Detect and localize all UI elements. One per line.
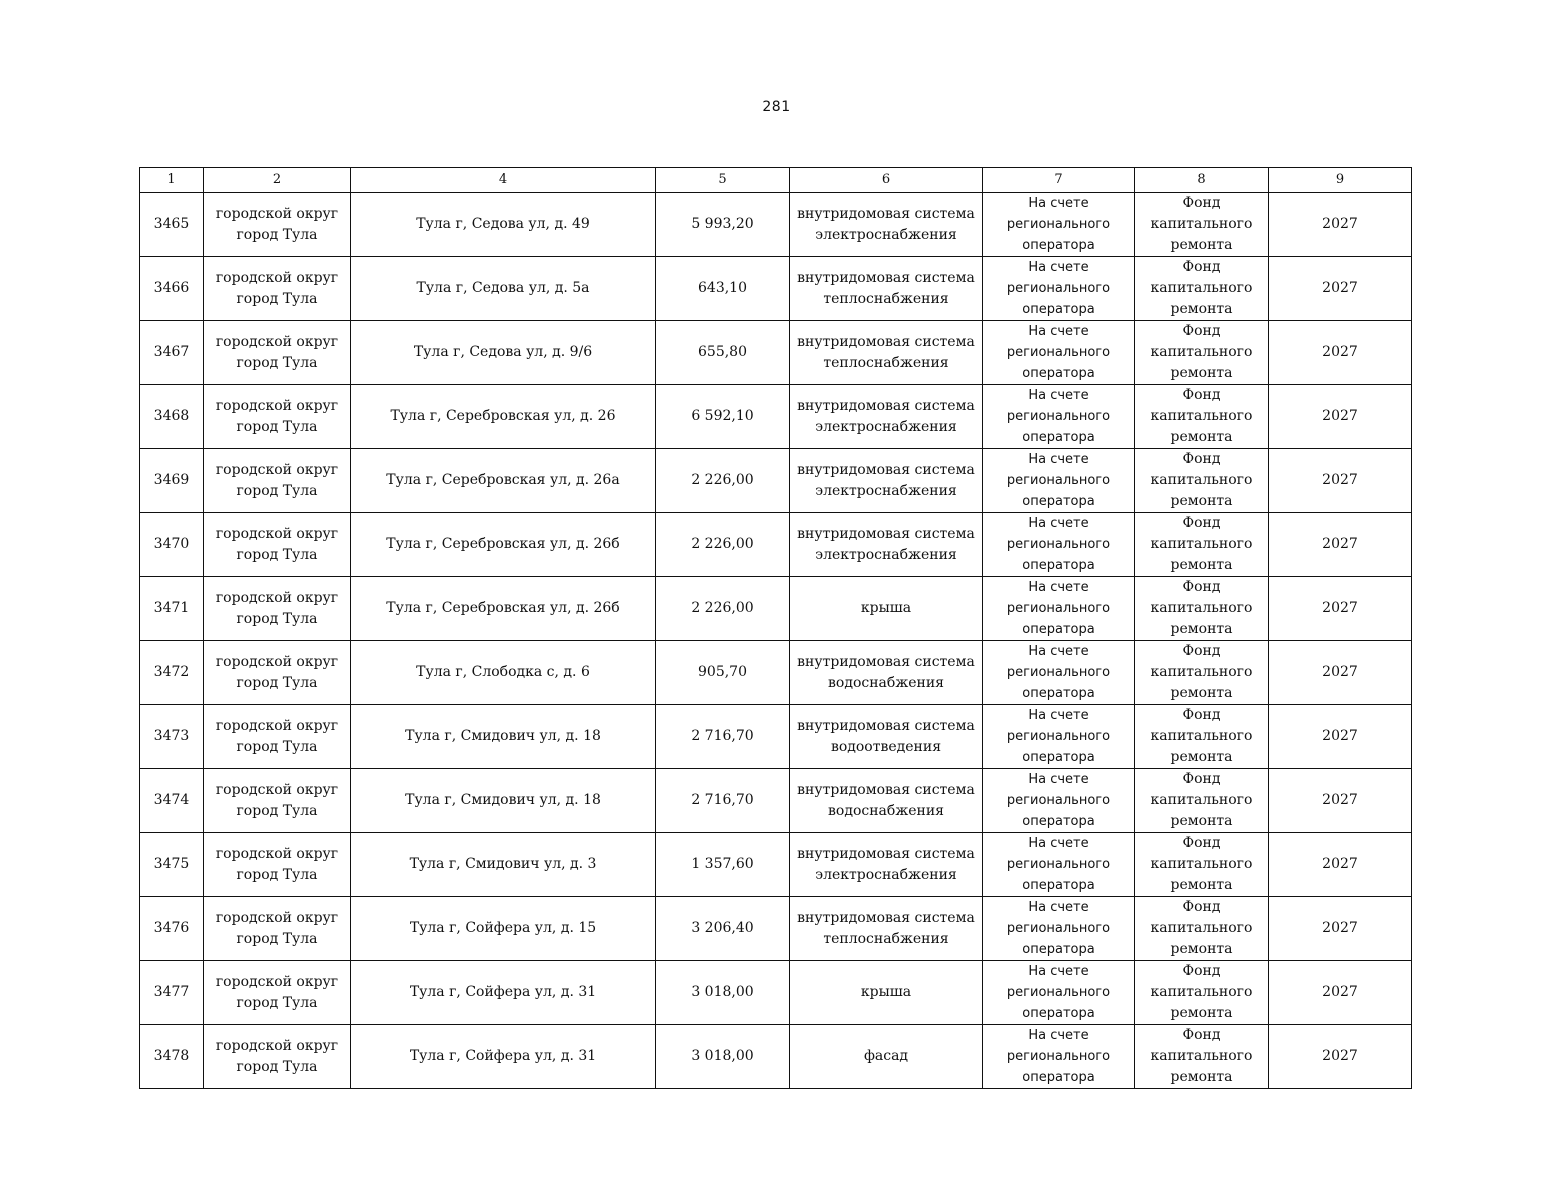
cell-line: внутридомовая система — [797, 269, 975, 286]
header-cell: 9 — [1269, 168, 1412, 193]
cell-line: регионального — [1006, 345, 1111, 360]
account-method-cell — [983, 577, 1135, 641]
cell-line: городской округ — [215, 205, 339, 222]
cell-line: водоотведения — [830, 738, 942, 755]
municipality-cell — [204, 641, 351, 705]
cell-line: городской округ — [215, 909, 339, 926]
cell-line: На счете — [1028, 708, 1089, 723]
cell-line: внутридомовая система — [797, 845, 975, 862]
fund-source-cell — [1135, 513, 1269, 577]
cell-line: регионального — [1006, 473, 1111, 488]
cell-line: городской округ — [215, 653, 339, 670]
year-cell: 2027 — [1269, 193, 1412, 257]
account-method-cell — [983, 897, 1135, 961]
cell-line: На счете — [1028, 516, 1089, 531]
cell-line: городской округ — [215, 333, 339, 350]
cell-line: капитального — [1150, 792, 1253, 808]
work-type-cell — [790, 897, 983, 961]
cell-line: регионального — [1006, 985, 1111, 1000]
year-cell: 2027 — [1269, 577, 1412, 641]
area-cell: 2 716,70 — [656, 769, 790, 833]
area-cell: 643,10 — [656, 257, 790, 321]
cell-line: На счете — [1028, 388, 1089, 403]
cell-line: городской округ — [215, 1037, 339, 1054]
cell-line: регионального — [1006, 409, 1111, 424]
address-cell: Тула г, Смидович ул, д. 18 — [351, 705, 656, 769]
address-cell: Тула г, Слободка с, д. 6 — [351, 641, 656, 705]
municipality-cell — [204, 833, 351, 897]
municipality-cell — [204, 257, 351, 321]
cell-line: городской округ — [215, 781, 339, 798]
cell-line: оператора — [1022, 558, 1095, 573]
cell-line: Фонд — [1182, 515, 1221, 531]
row-number-cell: 3465 — [140, 193, 204, 257]
account-method-cell — [983, 257, 1135, 321]
cell-line: город Тула — [236, 226, 318, 243]
cell-line: оператора — [1022, 942, 1095, 957]
table-row — [140, 513, 1412, 577]
cell-line: ремонта — [1170, 1069, 1233, 1085]
cell-line: крыша — [860, 984, 912, 1000]
cell-line: капитального — [1150, 728, 1253, 744]
cell-line: ремонта — [1170, 877, 1233, 893]
row-number-cell: 3478 — [140, 1025, 204, 1089]
fund-source-cell — [1135, 1025, 1269, 1089]
table-row — [140, 193, 1412, 257]
year-cell: 2027 — [1269, 1025, 1412, 1089]
cell-line: город Тула — [236, 802, 318, 819]
address-cell: Тула г, Смидович ул, д. 18 — [351, 769, 656, 833]
cell-line: электроснабжения — [815, 546, 957, 563]
cell-line: капитального — [1150, 536, 1253, 552]
header-row — [140, 168, 1412, 193]
table-row — [140, 705, 1412, 769]
cell-line: оператора — [1022, 750, 1095, 765]
cell-line: город Тула — [236, 930, 318, 947]
year-cell: 2027 — [1269, 833, 1412, 897]
fund-source-cell — [1135, 641, 1269, 705]
cell-line: оператора — [1022, 1006, 1095, 1021]
cell-line: регионального — [1006, 537, 1111, 552]
cell-line: оператора — [1022, 302, 1095, 317]
area-cell: 655,80 — [656, 321, 790, 385]
fund-source-cell — [1135, 321, 1269, 385]
area-cell: 3 018,00 — [656, 961, 790, 1025]
municipality-cell — [204, 1025, 351, 1089]
capital-repair-table — [139, 167, 1412, 1089]
fund-source-cell — [1135, 449, 1269, 513]
row-number-cell: 3469 — [140, 449, 204, 513]
cell-line: электроснабжения — [815, 482, 957, 499]
cell-line: внутридомовая система — [797, 781, 975, 798]
page-number: 281 — [762, 99, 791, 115]
cell-line: внутридомовая система — [797, 333, 975, 350]
address-cell: Тула г, Сойфера ул, д. 31 — [351, 1025, 656, 1089]
table-row — [140, 1025, 1412, 1089]
table-body — [140, 168, 1412, 1089]
work-type-cell — [790, 641, 983, 705]
table-row — [140, 321, 1412, 385]
cell-line: оператора — [1022, 686, 1095, 701]
header-cell: 1 — [140, 168, 204, 193]
cell-line: внутридомовая система — [797, 909, 975, 926]
area-cell: 905,70 — [656, 641, 790, 705]
work-type-cell — [790, 385, 983, 449]
table-row — [140, 961, 1412, 1025]
cell-line: ремонта — [1170, 685, 1233, 701]
cell-line: регионального — [1006, 601, 1111, 616]
cell-line: На счете — [1028, 260, 1089, 275]
cell-line: регионального — [1006, 793, 1111, 808]
municipality-cell — [204, 705, 351, 769]
cell-line: регионального — [1006, 665, 1111, 680]
cell-line: теплоснабжения — [823, 290, 949, 307]
cell-line: капитального — [1150, 408, 1253, 424]
cell-line: регионального — [1006, 281, 1111, 296]
year-cell: 2027 — [1269, 513, 1412, 577]
cell-line: На счете — [1028, 772, 1089, 787]
year-cell: 2027 — [1269, 769, 1412, 833]
account-method-cell — [983, 961, 1135, 1025]
cell-line: городской округ — [215, 589, 339, 606]
work-type-cell — [790, 321, 983, 385]
municipality-cell — [204, 193, 351, 257]
address-cell: Тула г, Серебровская ул, д. 26б — [351, 513, 656, 577]
work-type-cell — [790, 769, 983, 833]
row-number-cell: 3470 — [140, 513, 204, 577]
cell-line: городской округ — [215, 461, 339, 478]
cell-line: На счете — [1028, 836, 1089, 851]
cell-line: На счете — [1028, 196, 1089, 211]
work-type-cell — [790, 1025, 983, 1089]
account-method-cell — [983, 193, 1135, 257]
cell-line: капитального — [1150, 344, 1253, 360]
area-cell: 6 592,10 — [656, 385, 790, 449]
cell-line: регионального — [1006, 857, 1111, 872]
year-cell: 2027 — [1269, 641, 1412, 705]
year-cell: 2027 — [1269, 257, 1412, 321]
cell-line: городской округ — [215, 269, 339, 286]
header-cell: 6 — [790, 168, 983, 193]
cell-line: ремонта — [1170, 237, 1233, 253]
table-row — [140, 641, 1412, 705]
area-cell: 2 716,70 — [656, 705, 790, 769]
cell-line: ремонта — [1170, 301, 1233, 317]
cell-line: Фонд — [1182, 1027, 1221, 1043]
municipality-cell — [204, 769, 351, 833]
cell-line: Фонд — [1182, 579, 1221, 595]
cell-line: водоснабжения — [828, 674, 944, 691]
row-number-cell: 3466 — [140, 257, 204, 321]
header-cell: 5 — [656, 168, 790, 193]
account-method-cell — [983, 385, 1135, 449]
municipality-cell — [204, 513, 351, 577]
cell-line: ремонта — [1170, 493, 1233, 509]
cell-line: регионального — [1006, 217, 1111, 232]
cell-line: ремонта — [1170, 941, 1233, 957]
cell-line: водоснабжения — [828, 802, 944, 819]
cell-line: фасад — [863, 1048, 909, 1064]
address-cell: Тула г, Серебровская ул, д. 26 — [351, 385, 656, 449]
municipality-cell — [204, 321, 351, 385]
work-type-cell — [790, 577, 983, 641]
row-number-cell: 3468 — [140, 385, 204, 449]
cell-line: электроснабжения — [815, 418, 957, 435]
cell-line: регионального — [1006, 1049, 1111, 1064]
row-number-cell: 3477 — [140, 961, 204, 1025]
work-type-cell — [790, 449, 983, 513]
fund-source-cell — [1135, 897, 1269, 961]
table-row — [140, 897, 1412, 961]
cell-line: На счете — [1028, 1028, 1089, 1043]
cell-line: внутридомовая система — [797, 461, 975, 478]
header-cell: 8 — [1135, 168, 1269, 193]
work-type-cell — [790, 513, 983, 577]
address-cell: Тула г, Серебровская ул, д. 26а — [351, 449, 656, 513]
cell-line: ремонта — [1170, 749, 1233, 765]
row-number-cell: 3473 — [140, 705, 204, 769]
table-row — [140, 577, 1412, 641]
work-type-cell — [790, 705, 983, 769]
cell-line: городской округ — [215, 717, 339, 734]
cell-line: ремонта — [1170, 429, 1233, 445]
area-cell: 2 226,00 — [656, 513, 790, 577]
area-cell: 5 993,20 — [656, 193, 790, 257]
cell-line: ремонта — [1170, 621, 1233, 637]
address-cell: Тула г, Сойфера ул, д. 15 — [351, 897, 656, 961]
address-cell: Тула г, Седова ул, д. 5а — [351, 257, 656, 321]
municipality-cell — [204, 577, 351, 641]
header-cell: 7 — [983, 168, 1135, 193]
municipality-cell — [204, 897, 351, 961]
fund-source-cell — [1135, 193, 1269, 257]
cell-line: На счете — [1028, 644, 1089, 659]
account-method-cell — [983, 321, 1135, 385]
cell-line: Фонд — [1182, 259, 1221, 275]
cell-line: внутридомовая система — [797, 525, 975, 542]
cell-line: электроснабжения — [815, 866, 957, 883]
cell-line: капитального — [1150, 280, 1253, 296]
area-cell: 2 226,00 — [656, 577, 790, 641]
table-row — [140, 449, 1412, 513]
work-type-cell — [790, 833, 983, 897]
cell-line: город Тула — [236, 290, 318, 307]
cell-line: капитального — [1150, 664, 1253, 680]
year-cell: 2027 — [1269, 449, 1412, 513]
cell-line: На счете — [1028, 964, 1089, 979]
cell-line: Фонд — [1182, 963, 1221, 979]
fund-source-cell — [1135, 577, 1269, 641]
address-cell: Тула г, Седова ул, д. 9/6 — [351, 321, 656, 385]
cell-line: теплоснабжения — [823, 930, 949, 947]
cell-line: электроснабжения — [815, 226, 957, 243]
cell-line: город Тула — [236, 866, 318, 883]
cell-line: На счете — [1028, 324, 1089, 339]
cell-line: город Тула — [236, 546, 318, 563]
cell-line: городской округ — [215, 845, 339, 862]
cell-line: Фонд — [1182, 643, 1221, 659]
account-method-cell — [983, 705, 1135, 769]
year-cell: 2027 — [1269, 321, 1412, 385]
cell-line: капитального — [1150, 600, 1253, 616]
cell-line: ремонта — [1170, 1005, 1233, 1021]
cell-line: капитального — [1150, 984, 1253, 1000]
cell-line: город Тула — [236, 1058, 318, 1075]
cell-line: теплоснабжения — [823, 354, 949, 371]
address-cell: Тула г, Серебровская ул, д. 26б — [351, 577, 656, 641]
table-row — [140, 769, 1412, 833]
cell-line: капитального — [1150, 856, 1253, 872]
cell-line: оператора — [1022, 878, 1095, 893]
year-cell: 2027 — [1269, 961, 1412, 1025]
year-cell: 2027 — [1269, 705, 1412, 769]
address-cell: Тула г, Сойфера ул, д. 31 — [351, 961, 656, 1025]
municipality-cell — [204, 961, 351, 1025]
cell-line: городской округ — [215, 973, 339, 990]
cell-line: город Тула — [236, 482, 318, 499]
table-row — [140, 257, 1412, 321]
header-cell: 2 — [204, 168, 351, 193]
cell-line: капитального — [1150, 472, 1253, 488]
cell-line: оператора — [1022, 494, 1095, 509]
cell-line: внутридомовая система — [797, 653, 975, 670]
address-cell: Тула г, Седова ул, д. 49 — [351, 193, 656, 257]
cell-line: Фонд — [1182, 195, 1221, 211]
cell-line: регионального — [1006, 921, 1111, 936]
cell-line: Фонд — [1182, 323, 1221, 339]
cell-line: ремонта — [1170, 365, 1233, 381]
account-method-cell — [983, 513, 1135, 577]
cell-line: ремонта — [1170, 557, 1233, 573]
cell-line: город Тула — [236, 674, 318, 691]
row-number-cell: 3471 — [140, 577, 204, 641]
fund-source-cell — [1135, 385, 1269, 449]
row-number-cell: 3476 — [140, 897, 204, 961]
cell-line: внутридомовая система — [797, 397, 975, 414]
header-cell: 4 — [351, 168, 656, 193]
cell-line: внутридомовая система — [797, 205, 975, 222]
cell-line: город Тула — [236, 738, 318, 755]
area-cell: 3 018,00 — [656, 1025, 790, 1089]
account-method-cell — [983, 833, 1135, 897]
table-row — [140, 833, 1412, 897]
cell-line: Фонд — [1182, 707, 1221, 723]
cell-line: Фонд — [1182, 771, 1221, 787]
cell-line: город Тула — [236, 994, 318, 1011]
account-method-cell — [983, 769, 1135, 833]
cell-line: На счете — [1028, 580, 1089, 595]
cell-line: капитального — [1150, 1048, 1253, 1064]
cell-line: крыша — [860, 600, 912, 616]
cell-line: оператора — [1022, 622, 1095, 637]
fund-source-cell — [1135, 705, 1269, 769]
fund-source-cell — [1135, 961, 1269, 1025]
cell-line: Фонд — [1182, 899, 1221, 915]
work-type-cell — [790, 257, 983, 321]
table-row — [140, 385, 1412, 449]
row-number-cell: 3474 — [140, 769, 204, 833]
row-number-cell: 3475 — [140, 833, 204, 897]
cell-line: оператора — [1022, 814, 1095, 829]
address-cell: Тула г, Смидович ул, д. 3 — [351, 833, 656, 897]
cell-line: ремонта — [1170, 813, 1233, 829]
cell-line: городской округ — [215, 397, 339, 414]
cell-line: оператора — [1022, 238, 1095, 253]
account-method-cell — [983, 641, 1135, 705]
work-type-cell — [790, 193, 983, 257]
account-method-cell — [983, 1025, 1135, 1089]
account-method-cell — [983, 449, 1135, 513]
cell-line: На счете — [1028, 900, 1089, 915]
cell-line: оператора — [1022, 1070, 1095, 1085]
row-number-cell: 3472 — [140, 641, 204, 705]
cell-line: капитального — [1150, 920, 1253, 936]
fund-source-cell — [1135, 833, 1269, 897]
cell-line: оператора — [1022, 366, 1095, 381]
year-cell: 2027 — [1269, 897, 1412, 961]
work-type-cell — [790, 961, 983, 1025]
cell-line: Фонд — [1182, 835, 1221, 851]
municipality-cell — [204, 385, 351, 449]
cell-line: город Тула — [236, 610, 318, 627]
cell-line: оператора — [1022, 430, 1095, 445]
year-cell: 2027 — [1269, 385, 1412, 449]
fund-source-cell — [1135, 257, 1269, 321]
cell-line: регионального — [1006, 729, 1111, 744]
area-cell: 2 226,00 — [656, 449, 790, 513]
municipality-cell — [204, 449, 351, 513]
cell-line: город Тула — [236, 354, 318, 371]
cell-line: внутридомовая система — [797, 717, 975, 734]
cell-line: Фонд — [1182, 387, 1221, 403]
row-number-cell: 3467 — [140, 321, 204, 385]
cell-line: Фонд — [1182, 451, 1221, 467]
cell-line: На счете — [1028, 452, 1089, 467]
cell-line: капитального — [1150, 216, 1253, 232]
cell-line: городской округ — [215, 525, 339, 542]
area-cell: 3 206,40 — [656, 897, 790, 961]
cell-line: город Тула — [236, 418, 318, 435]
area-cell: 1 357,60 — [656, 833, 790, 897]
fund-source-cell — [1135, 769, 1269, 833]
